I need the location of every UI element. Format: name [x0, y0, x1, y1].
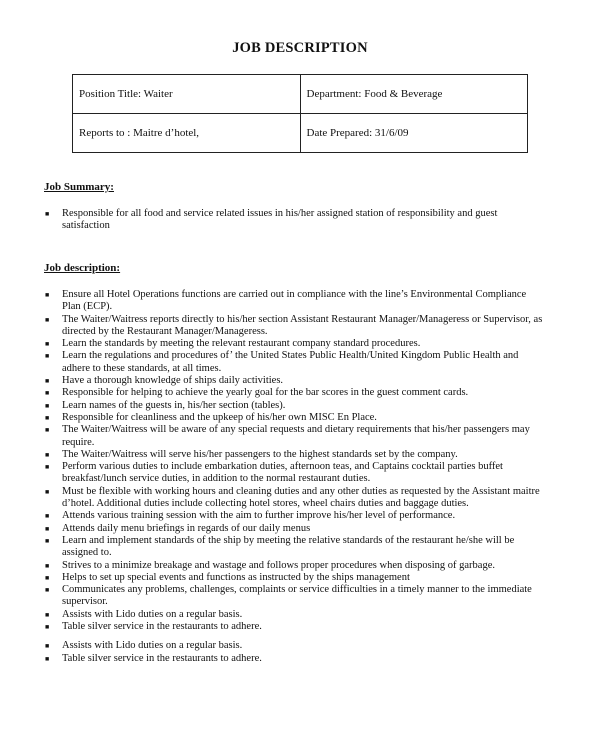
bullet-icon: ■ [45, 291, 50, 299]
list-item-text: Attends daily menu briefings in regards of our daily menus [62, 522, 311, 534]
job-summary-list [44, 208, 544, 233]
list-item [44, 486, 544, 511]
job-description-list [44, 289, 544, 665]
position-title-cell: Position Title: Waiter [73, 75, 301, 114]
list-item [44, 338, 544, 350]
table-row [73, 75, 528, 114]
bullet-icon: ■ [45, 426, 50, 435]
bullet-icon: ■ [45, 654, 50, 663]
bullet-icon: ■ [45, 512, 50, 521]
list-item [44, 424, 544, 449]
list-item [44, 572, 544, 584]
bullet-icon: ■ [45, 536, 50, 545]
list-item [44, 350, 544, 375]
list-item [44, 523, 544, 535]
bullet-icon: ■ [45, 586, 50, 595]
list-item [44, 640, 544, 652]
list-item-text: Learn the standards by meeting the relevant restaurant company standard procedures. [62, 338, 421, 350]
bullet-icon: ■ [45, 642, 50, 651]
bullet-icon: ■ [45, 401, 50, 410]
list-item [44, 289, 544, 314]
list-item-text: Learn and implement standards of the ship by meeting the relative standards of the restaurant he/she will be assigned to. [62, 534, 515, 559]
list-item [44, 535, 544, 560]
bullet-icon: ■ [45, 623, 50, 632]
bullet-icon: ■ [45, 413, 50, 422]
bullet-icon: ■ [45, 352, 50, 361]
job-summary-heading: Job Summary: [44, 181, 114, 193]
list-item-text: Perform various duties to include embarkation duties, afternoon teas, and Captains cocktail parties buffet breakfast/lunch service duties, in addition to the normal restaurant duties. [62, 461, 503, 485]
bullet-icon: ■ [45, 573, 50, 582]
bullet-icon: ■ [45, 315, 50, 324]
list-item [44, 387, 544, 399]
list-item-text: Assists with Lido duties on a regular basis. [62, 640, 243, 652]
list-item-text: Communicates any problems, challenges, complaints or service difficulties in a timely manner to the immediate supervisor. [62, 584, 532, 608]
list-item [44, 560, 544, 572]
list-gap [44, 633, 544, 640]
list-item-text: Have a thorough knowledge of ships daily activities. [62, 375, 284, 387]
list-item [44, 400, 544, 412]
list-item-text: Responsible for cleanliness and the upkeep of his/her own MISC En Place. [62, 411, 377, 423]
department-cell: Department: Food & Beverage [300, 75, 528, 114]
list-item [44, 510, 544, 522]
list-item [44, 449, 544, 461]
page-title: JOB DESCRIPTION [232, 40, 368, 56]
bullet-icon: ■ [45, 377, 50, 386]
list-item-text: Table silver service in the restaurants to adhere. [62, 652, 262, 664]
bullet-icon: ■ [45, 487, 50, 496]
job-info-table [72, 74, 528, 153]
bullet-icon: ■ [45, 389, 50, 398]
list-item-text: Assists with Lido duties on a regular basis. [62, 608, 243, 620]
list-item-text: Table silver service in the restaurants to adhere. [62, 621, 262, 633]
list-item-text: The Waiter/Waitress reports directly to his/her section Assistant Restaurant Manager/Manageress or Supervisor, as directed by the Restaurant Manager/Manageress. [62, 313, 543, 337]
bullet-icon: ■ [45, 561, 50, 570]
list-item [44, 584, 544, 609]
table-row [73, 114, 528, 153]
list-item [44, 314, 544, 339]
bullet-icon: ■ [45, 340, 50, 349]
list-item [44, 412, 544, 424]
list-item [44, 461, 544, 486]
job-description-heading: Job description: [44, 262, 121, 274]
date-prepared-cell: Date Prepared: 31/6/09 [300, 114, 528, 153]
bullet-icon: ■ [45, 450, 50, 459]
list-item-text: Learn the regulations and procedures of’ the United States Public Health/United Kingdom Public Health and adhere to these standards, at all times. [62, 350, 519, 374]
list-item-text: Attends various training session with the aim to further improve his/her level of performance. [62, 510, 456, 522]
bullet-icon: ■ [45, 524, 50, 533]
bullet-icon: ■ [45, 210, 50, 218]
list-item-text: The Waiter/Waitress will be aware of any special requests and dietary requirements that his/her passengers may require. [62, 424, 530, 448]
reports-to-cell: Reports to : Maitre d’hotel, [73, 114, 301, 153]
list-item-text: Responsible for helping to achieve the yearly goal for the bar scores in the guest comment cards. [62, 387, 469, 399]
list-item [44, 653, 544, 665]
list-item-text: Ensure all Hotel Operations functions are carried out in compliance with the line’s Environmental Compliance Plan (ECP). [62, 289, 527, 313]
list-item [44, 621, 544, 633]
list-item [44, 609, 544, 621]
list-item [44, 208, 544, 233]
list-item-text: Learn names of the guests in, his/her section (tables). [62, 399, 286, 411]
bullet-icon: ■ [45, 463, 50, 472]
bullet-icon: ■ [45, 610, 50, 619]
list-item-text: Helps to set up special events and functions as instructed by the ships management [62, 571, 410, 583]
list-item-text: Strives to a minimize breakage and wastage and follows proper procedures when disposing of garbage. [62, 559, 495, 571]
list-item [44, 375, 544, 387]
list-item-text: Responsible for all food and service related issues in his/her assigned station of responsibility and guest satisfaction [62, 208, 498, 232]
list-item-text: The Waiter/Waitress will serve his/her passengers to the highest standards set by the company. [62, 448, 458, 460]
list-item-text: Must be flexible with working hours and cleaning duties and any other duties as requested by the Assistant maitre d’hotel. Additional duties include collecting hotel stores, wheel chairs duties and baggage duties. [62, 485, 540, 510]
